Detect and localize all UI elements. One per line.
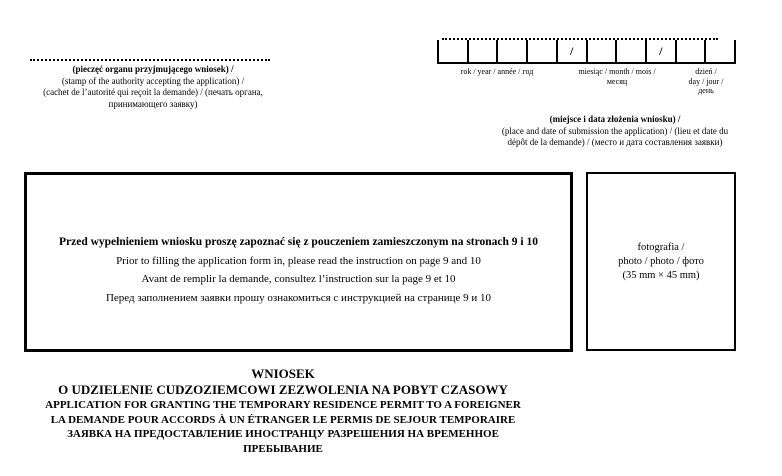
date-cell-day-2[interactable] xyxy=(704,40,736,62)
instruction-box xyxy=(24,172,573,352)
instruction-line-pl: Przed wypełnieniem wniosku proszę zapoznać się z pouczeniem zamieszczonym na stronach 9 i 10 xyxy=(58,236,538,248)
stamp-caption-line-ru: принимающего заявку) xyxy=(108,98,198,109)
date-cell-year-1[interactable] xyxy=(437,40,467,62)
date-cell-day-1[interactable] xyxy=(675,40,705,62)
date-month-label-line-2: месяц xyxy=(606,76,628,86)
title-line-pl-1: WNIOSEK xyxy=(251,366,315,381)
instruction-line-fr: Avant de remplir la demande, consultez l’instruction sur la page 9 et 10 xyxy=(141,273,456,285)
title-line-pl-2: O UDZIELENIE CUDZOZIEMCOWI ZEZWOLENIA NA POBYT CZASOWY xyxy=(58,382,508,397)
date-cell-month-2[interactable] xyxy=(615,40,645,62)
stamp-caption xyxy=(2,64,304,110)
date-year-label: rok / year / année / год xyxy=(460,67,534,76)
date-day-label-line-2: day / jour / xyxy=(688,76,724,86)
submission-caption-line-en-fr: (place and date of submission the application) / (lieu et date du xyxy=(501,125,729,136)
submission-caption xyxy=(450,114,780,149)
photo-caption-line-3: (35 mm × 45 mm) xyxy=(622,269,700,281)
stamp-caption-line-pl: (pieczęć organu przyjmującego wniosek) / xyxy=(72,64,234,74)
instruction-line-ru: Перед заполнением заявки прошу ознакомиться с инструкцией на странице 9 и 10 xyxy=(105,291,492,304)
photo-caption-line-2: photo / photo / фото xyxy=(618,255,704,267)
instruction-line-en: Prior to filling the application form in, please read the instruction on page 9 and 10 xyxy=(116,254,481,267)
stamp-caption-line-en: (stamp of the authority accepting the application) / xyxy=(61,75,245,86)
date-day-label-line-1: dzień / xyxy=(695,67,717,76)
date-cell-year-4[interactable] xyxy=(526,40,556,62)
title-line-en: APPLICATION FOR GRANTING THE TEMPORARY RESIDENCE PERMIT TO A FOREIGNER xyxy=(45,399,521,411)
date-separator-cell: / xyxy=(645,40,675,62)
title-line-ru-2: ПРЕБЫВАНИЕ xyxy=(243,442,323,455)
photo-caption-line-1: fotografia / xyxy=(637,241,685,253)
stamp-caption-line-fr-ru: (cachet de l’autorité qui reçoit la demande) / (печать органа, xyxy=(43,87,263,97)
title-line-ru-1: ЗАЯВКА НА ПРЕДОСТАВЛЕНИЕ ИНОСТРАНЦУ РАЗРЕШЕНИЯ НА ВРЕМЕННОЕ xyxy=(67,428,499,440)
date-cell-year-2[interactable] xyxy=(467,40,497,62)
date-day-label xyxy=(656,67,756,96)
title-line-fr: LA DEMANDE POUR ACCORDS À UN ÉTRANGER LE PERMIS DE SEJOUR TEMPORAIRE xyxy=(50,413,516,426)
date-cell-month-1[interactable] xyxy=(586,40,616,62)
date-cell-year-3[interactable] xyxy=(496,40,526,62)
form-title xyxy=(0,366,566,456)
date-separator-cell: / xyxy=(556,40,586,62)
date-month-label-line-1: miesiąc / month / mois / xyxy=(578,67,656,76)
submission-caption-line-pl: (miejsce i data złożenia wniosku) / xyxy=(549,114,681,124)
date-box-row xyxy=(437,40,736,64)
date-day-label-line-3: день xyxy=(698,86,714,95)
stamp-dotted-line xyxy=(30,59,270,61)
photo-box xyxy=(586,172,736,351)
submission-caption-line-fr-ru: dépôt de la demande) / (место и дата составления заявки) xyxy=(507,137,723,147)
